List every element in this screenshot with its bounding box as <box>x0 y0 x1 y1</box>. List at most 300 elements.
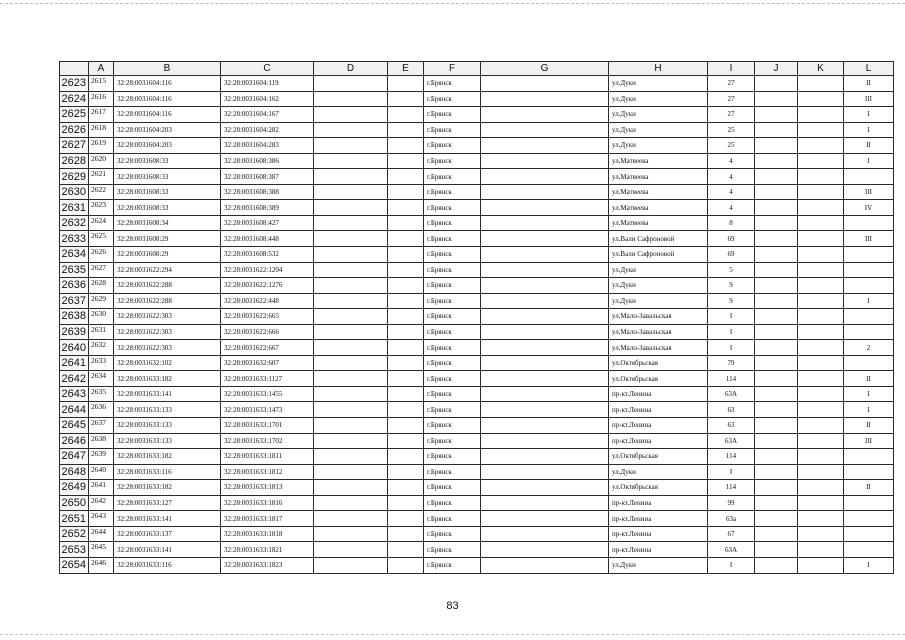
cell-f[interactable]: г.Брянск <box>424 340 481 356</box>
cell-g[interactable] <box>481 76 609 92</box>
cell-g[interactable] <box>481 495 609 511</box>
cell-j[interactable] <box>755 231 798 247</box>
row-number-cell[interactable]: 2638 <box>60 309 89 325</box>
cell-a[interactable]: 2623 <box>89 200 114 216</box>
cell-b[interactable]: 32:28:0031604:116 <box>114 91 221 107</box>
cell-k[interactable] <box>798 138 844 154</box>
cell-c[interactable]: 32:28:0031632:607 <box>221 355 314 371</box>
cell-i[interactable]: 5 <box>708 262 755 278</box>
cell-h[interactable]: ул.Матвеева <box>609 184 708 200</box>
cell-c[interactable]: 32:28:0031622:1276 <box>221 278 314 294</box>
cell-l[interactable]: II <box>844 76 894 92</box>
cell-i[interactable]: 69 <box>708 247 755 263</box>
cell-i[interactable]: 27 <box>708 107 755 123</box>
cell-k[interactable] <box>798 169 844 185</box>
cell-i[interactable]: 4 <box>708 184 755 200</box>
cell-b[interactable]: 32:28:0031633:133 <box>114 402 221 418</box>
row-number-cell[interactable]: 2628 <box>60 153 89 169</box>
cell-f[interactable]: г.Брянск <box>424 480 481 496</box>
cell-a[interactable]: 2615 <box>89 76 114 92</box>
column-header-k[interactable]: K <box>798 62 844 76</box>
cell-h[interactable]: ул.Мало-Завальская <box>609 324 708 340</box>
cell-e[interactable] <box>388 542 424 558</box>
cell-j[interactable] <box>755 542 798 558</box>
cell-f[interactable]: г.Брянск <box>424 293 481 309</box>
cell-f[interactable]: г.Брянск <box>424 200 481 216</box>
cell-a[interactable]: 2638 <box>89 433 114 449</box>
cell-e[interactable] <box>388 247 424 263</box>
cell-c[interactable]: 32:28:0031633:1127 <box>221 371 314 387</box>
cell-e[interactable] <box>388 355 424 371</box>
cell-i[interactable]: 63A <box>708 386 755 402</box>
cell-l[interactable]: I <box>844 386 894 402</box>
cell-h[interactable]: ул.Матвеева <box>609 153 708 169</box>
cell-c[interactable]: 32:28:0031622:665 <box>221 309 314 325</box>
cell-f[interactable]: г.Брянск <box>424 215 481 231</box>
cell-j[interactable] <box>755 122 798 138</box>
cell-j[interactable] <box>755 153 798 169</box>
cell-f[interactable]: г.Брянск <box>424 418 481 434</box>
cell-b[interactable]: 32:28:0031633:116 <box>114 464 221 480</box>
cell-l[interactable] <box>844 247 894 263</box>
cell-g[interactable] <box>481 402 609 418</box>
cell-l[interactable] <box>844 355 894 371</box>
cell-k[interactable] <box>798 511 844 527</box>
cell-e[interactable] <box>388 153 424 169</box>
cell-h[interactable]: ул.Матвеева <box>609 215 708 231</box>
cell-f[interactable]: г.Брянск <box>424 511 481 527</box>
cell-d[interactable] <box>314 433 388 449</box>
cell-e[interactable] <box>388 231 424 247</box>
column-header-g[interactable]: G <box>481 62 609 76</box>
cell-b[interactable]: 32:28:0031622:294 <box>114 262 221 278</box>
row-number-cell[interactable]: 2632 <box>60 215 89 231</box>
cell-i[interactable]: I <box>708 340 755 356</box>
cell-e[interactable] <box>388 418 424 434</box>
cell-h[interactable]: ул.Матвеева <box>609 169 708 185</box>
column-header-j[interactable]: J <box>755 62 798 76</box>
cell-f[interactable]: г.Брянск <box>424 107 481 123</box>
cell-h[interactable]: пр-кт.Ленина <box>609 511 708 527</box>
cell-j[interactable] <box>755 107 798 123</box>
cell-l[interactable] <box>844 511 894 527</box>
cell-f[interactable]: г.Брянск <box>424 76 481 92</box>
cell-a[interactable]: 2618 <box>89 122 114 138</box>
row-number-cell[interactable]: 2641 <box>60 355 89 371</box>
cell-g[interactable] <box>481 200 609 216</box>
cell-g[interactable] <box>481 418 609 434</box>
cell-j[interactable] <box>755 215 798 231</box>
cell-f[interactable]: г.Брянск <box>424 262 481 278</box>
cell-h[interactable]: ул.Вали Сафроновой <box>609 247 708 263</box>
cell-c[interactable]: 32:28:0031633:1455 <box>221 386 314 402</box>
cell-g[interactable] <box>481 386 609 402</box>
cell-d[interactable] <box>314 169 388 185</box>
cell-k[interactable] <box>798 200 844 216</box>
cell-d[interactable] <box>314 76 388 92</box>
cell-d[interactable] <box>314 293 388 309</box>
cell-e[interactable] <box>388 324 424 340</box>
cell-d[interactable] <box>314 278 388 294</box>
cell-b[interactable]: 32:28:0031633:182 <box>114 449 221 465</box>
cell-b[interactable]: 32:28:0031608:33 <box>114 153 221 169</box>
cell-f[interactable]: г.Брянск <box>424 557 481 573</box>
cell-l[interactable]: IV <box>844 200 894 216</box>
cell-a[interactable]: 2644 <box>89 526 114 542</box>
cell-h[interactable]: ул.Дуки <box>609 122 708 138</box>
cell-e[interactable] <box>388 526 424 542</box>
cell-h[interactable]: ул.Матвеева <box>609 200 708 216</box>
cell-l[interactable]: III <box>844 91 894 107</box>
cell-a[interactable]: 2624 <box>89 215 114 231</box>
cell-h[interactable]: пр-кт.Ленина <box>609 542 708 558</box>
cell-g[interactable] <box>481 215 609 231</box>
cell-a[interactable]: 2630 <box>89 309 114 325</box>
column-header-e[interactable]: E <box>388 62 424 76</box>
cell-i[interactable]: 4 <box>708 169 755 185</box>
column-header-f[interactable]: F <box>424 62 481 76</box>
cell-g[interactable] <box>481 557 609 573</box>
cell-a[interactable]: 2646 <box>89 557 114 573</box>
row-number-cell[interactable]: 2648 <box>60 464 89 480</box>
row-number-cell[interactable]: 2647 <box>60 449 89 465</box>
cell-i[interactable]: 63A <box>708 433 755 449</box>
cell-d[interactable] <box>314 215 388 231</box>
cell-h[interactable]: ул.Дуки <box>609 278 708 294</box>
cell-e[interactable] <box>388 557 424 573</box>
cell-e[interactable] <box>388 293 424 309</box>
cell-g[interactable] <box>481 355 609 371</box>
row-number-cell[interactable]: 2651 <box>60 511 89 527</box>
cell-b[interactable]: 32:28:0031633:141 <box>114 386 221 402</box>
cell-g[interactable] <box>481 371 609 387</box>
cell-c[interactable]: 32:28:0031633:1701 <box>221 418 314 434</box>
cell-a[interactable]: 2636 <box>89 402 114 418</box>
cell-j[interactable] <box>755 557 798 573</box>
cell-d[interactable] <box>314 138 388 154</box>
cell-f[interactable]: г.Брянск <box>424 402 481 418</box>
cell-g[interactable] <box>481 293 609 309</box>
cell-g[interactable] <box>481 122 609 138</box>
cell-j[interactable] <box>755 526 798 542</box>
cell-e[interactable] <box>388 340 424 356</box>
cell-f[interactable]: г.Брянск <box>424 247 481 263</box>
cell-j[interactable] <box>755 371 798 387</box>
cell-e[interactable] <box>388 91 424 107</box>
cell-d[interactable] <box>314 464 388 480</box>
cell-h[interactable]: пр-кт.Ленина <box>609 433 708 449</box>
cell-a[interactable]: 2626 <box>89 247 114 263</box>
cell-g[interactable] <box>481 542 609 558</box>
cell-j[interactable] <box>755 433 798 449</box>
row-number-cell[interactable]: 2649 <box>60 480 89 496</box>
cell-i[interactable]: 27 <box>708 91 755 107</box>
cell-g[interactable] <box>481 153 609 169</box>
cell-i[interactable]: 63a <box>708 511 755 527</box>
cell-j[interactable] <box>755 91 798 107</box>
cell-c[interactable]: 32:28:0031608:532 <box>221 247 314 263</box>
cell-a[interactable]: 2633 <box>89 355 114 371</box>
cell-d[interactable] <box>314 355 388 371</box>
cell-b[interactable]: 32:28:0031633:141 <box>114 542 221 558</box>
cell-g[interactable] <box>481 480 609 496</box>
cell-i[interactable]: 99 <box>708 495 755 511</box>
cell-e[interactable] <box>388 76 424 92</box>
cell-i[interactable]: 27 <box>708 76 755 92</box>
row-number-cell[interactable]: 2633 <box>60 231 89 247</box>
cell-l[interactable]: 2 <box>844 340 894 356</box>
cell-h[interactable]: пр-кт.Ленина <box>609 402 708 418</box>
cell-d[interactable] <box>314 340 388 356</box>
cell-i[interactable]: 63 <box>708 402 755 418</box>
cell-a[interactable]: 2619 <box>89 138 114 154</box>
cell-c[interactable]: 32:28:0031622:448 <box>221 293 314 309</box>
cell-d[interactable] <box>314 542 388 558</box>
cell-d[interactable] <box>314 371 388 387</box>
cell-j[interactable] <box>755 262 798 278</box>
cell-j[interactable] <box>755 169 798 185</box>
cell-d[interactable] <box>314 262 388 278</box>
row-number-cell[interactable]: 2635 <box>60 262 89 278</box>
cell-e[interactable] <box>388 449 424 465</box>
row-number-cell[interactable]: 2634 <box>60 247 89 263</box>
cell-g[interactable] <box>481 433 609 449</box>
cell-a[interactable]: 2639 <box>89 449 114 465</box>
row-number-cell[interactable]: 2629 <box>60 169 89 185</box>
cell-f[interactable]: г.Брянск <box>424 278 481 294</box>
row-number-cell[interactable]: 2626 <box>60 122 89 138</box>
cell-f[interactable]: г.Брянск <box>424 184 481 200</box>
row-number-cell[interactable]: 2636 <box>60 278 89 294</box>
cell-b[interactable]: 32:28:0031633:133 <box>114 418 221 434</box>
cell-j[interactable] <box>755 138 798 154</box>
cell-a[interactable]: 2640 <box>89 464 114 480</box>
cell-h[interactable]: ул.Мало-Завальская <box>609 340 708 356</box>
cell-l[interactable]: II <box>844 371 894 387</box>
cell-d[interactable] <box>314 122 388 138</box>
cell-k[interactable] <box>798 76 844 92</box>
cell-j[interactable] <box>755 76 798 92</box>
cell-c[interactable]: 32:28:0031604:119 <box>221 76 314 92</box>
cell-e[interactable] <box>388 122 424 138</box>
cell-b[interactable]: 32:28:0031622:303 <box>114 309 221 325</box>
cell-h[interactable]: ул.Дуки <box>609 293 708 309</box>
cell-d[interactable] <box>314 495 388 511</box>
cell-h[interactable]: ул.Дуки <box>609 138 708 154</box>
cell-j[interactable] <box>755 355 798 371</box>
cell-a[interactable]: 2625 <box>89 231 114 247</box>
row-number-cell[interactable]: 2644 <box>60 402 89 418</box>
cell-e[interactable] <box>388 107 424 123</box>
cell-l[interactable] <box>844 526 894 542</box>
cell-i[interactable]: 63 <box>708 418 755 434</box>
cell-c[interactable]: 32:28:0031633:1812 <box>221 464 314 480</box>
cell-c[interactable]: 32:28:0031633:1702 <box>221 433 314 449</box>
cell-h[interactable]: ул.Дуки <box>609 464 708 480</box>
cell-k[interactable] <box>798 278 844 294</box>
cell-c[interactable]: 32:28:0031633:1813 <box>221 480 314 496</box>
cell-c[interactable]: 32:28:0031604:167 <box>221 107 314 123</box>
cell-a[interactable]: 2645 <box>89 542 114 558</box>
cell-d[interactable] <box>314 200 388 216</box>
cell-i[interactable]: 114 <box>708 449 755 465</box>
cell-j[interactable] <box>755 247 798 263</box>
cell-a[interactable]: 2621 <box>89 169 114 185</box>
cell-f[interactable]: г.Брянск <box>424 433 481 449</box>
cell-d[interactable] <box>314 231 388 247</box>
cell-i[interactable]: I <box>708 309 755 325</box>
cell-k[interactable] <box>798 386 844 402</box>
cell-i[interactable]: 114 <box>708 371 755 387</box>
cell-g[interactable] <box>481 340 609 356</box>
cell-f[interactable]: г.Брянск <box>424 371 481 387</box>
cell-k[interactable] <box>798 402 844 418</box>
cell-k[interactable] <box>798 433 844 449</box>
cell-k[interactable] <box>798 262 844 278</box>
cell-k[interactable] <box>798 184 844 200</box>
cell-c[interactable]: 32:28:0031608:388 <box>221 184 314 200</box>
cell-h[interactable]: пр-кт.Ленина <box>609 526 708 542</box>
cell-f[interactable]: г.Брянск <box>424 495 481 511</box>
cell-g[interactable] <box>481 138 609 154</box>
cell-e[interactable] <box>388 278 424 294</box>
cell-l[interactable] <box>844 262 894 278</box>
cell-l[interactable]: I <box>844 402 894 418</box>
cell-b[interactable]: 32:28:0031608:34 <box>114 215 221 231</box>
cell-e[interactable] <box>388 402 424 418</box>
cell-j[interactable] <box>755 495 798 511</box>
cell-l[interactable] <box>844 449 894 465</box>
cell-j[interactable] <box>755 386 798 402</box>
cell-a[interactable]: 2641 <box>89 480 114 496</box>
cell-l[interactable]: III <box>844 231 894 247</box>
cell-k[interactable] <box>798 418 844 434</box>
cell-f[interactable]: г.Брянск <box>424 386 481 402</box>
cell-f[interactable]: г.Брянск <box>424 138 481 154</box>
cell-k[interactable] <box>798 247 844 263</box>
cell-a[interactable]: 2622 <box>89 184 114 200</box>
cell-b[interactable]: 32:28:0031608:33 <box>114 184 221 200</box>
cell-l[interactable] <box>844 324 894 340</box>
cell-j[interactable] <box>755 511 798 527</box>
cell-e[interactable] <box>388 200 424 216</box>
cell-d[interactable] <box>314 402 388 418</box>
cell-b[interactable]: 32:28:0031608:29 <box>114 247 221 263</box>
cell-e[interactable] <box>388 138 424 154</box>
cell-f[interactable]: г.Брянск <box>424 309 481 325</box>
cell-h[interactable]: ул.Мало-Завальская <box>609 309 708 325</box>
cell-g[interactable] <box>481 511 609 527</box>
cell-f[interactable]: г.Брянск <box>424 91 481 107</box>
row-number-cell[interactable]: 2645 <box>60 418 89 434</box>
cell-d[interactable] <box>314 526 388 542</box>
cell-b[interactable]: 32:28:0031622:303 <box>114 340 221 356</box>
cell-a[interactable]: 2628 <box>89 278 114 294</box>
cell-f[interactable]: г.Брянск <box>424 231 481 247</box>
cell-h[interactable]: ул.Дуки <box>609 262 708 278</box>
row-number-cell[interactable]: 2631 <box>60 200 89 216</box>
cell-f[interactable]: г.Брянск <box>424 355 481 371</box>
row-number-cell[interactable]: 2639 <box>60 324 89 340</box>
cell-c[interactable]: 32:28:0031608:427 <box>221 215 314 231</box>
row-number-cell[interactable]: 2627 <box>60 138 89 154</box>
cell-l[interactable] <box>844 464 894 480</box>
row-number-cell[interactable]: 2642 <box>60 371 89 387</box>
cell-e[interactable] <box>388 169 424 185</box>
cell-l[interactable]: I <box>844 107 894 123</box>
cell-a[interactable]: 2629 <box>89 293 114 309</box>
cell-b[interactable]: 32:28:0031633:182 <box>114 480 221 496</box>
cell-j[interactable] <box>755 402 798 418</box>
cell-a[interactable]: 2632 <box>89 340 114 356</box>
cell-j[interactable] <box>755 324 798 340</box>
cell-b[interactable]: 32:28:0031604:116 <box>114 107 221 123</box>
cell-h[interactable]: ул.Октябрьская <box>609 449 708 465</box>
cell-i[interactable]: I <box>708 324 755 340</box>
cell-h[interactable]: пр-кт.Ленина <box>609 418 708 434</box>
cell-i[interactable]: 69 <box>708 231 755 247</box>
cell-l[interactable]: II <box>844 480 894 496</box>
cell-h[interactable]: ул.Дуки <box>609 76 708 92</box>
cell-c[interactable]: 32:28:0031608:389 <box>221 200 314 216</box>
cell-e[interactable] <box>388 184 424 200</box>
cell-a[interactable]: 2642 <box>89 495 114 511</box>
cell-h[interactable]: ул.Дуки <box>609 91 708 107</box>
cell-b[interactable]: 32:28:0031633:141 <box>114 511 221 527</box>
cell-d[interactable] <box>314 91 388 107</box>
cell-g[interactable] <box>481 464 609 480</box>
cell-i[interactable]: 4 <box>708 153 755 169</box>
cell-a[interactable]: 2637 <box>89 418 114 434</box>
cell-k[interactable] <box>798 153 844 169</box>
cell-c[interactable]: 32:28:0031633:1811 <box>221 449 314 465</box>
cell-f[interactable]: г.Брянск <box>424 122 481 138</box>
cell-k[interactable] <box>798 340 844 356</box>
cell-g[interactable] <box>481 526 609 542</box>
cell-b[interactable]: 32:28:0031622:288 <box>114 278 221 294</box>
cell-c[interactable]: 32:28:0031608:386 <box>221 153 314 169</box>
cell-c[interactable]: 32:28:0031604:162 <box>221 91 314 107</box>
cell-a[interactable]: 2627 <box>89 262 114 278</box>
row-number-cell[interactable]: 2625 <box>60 107 89 123</box>
cell-a[interactable]: 2643 <box>89 511 114 527</box>
cell-b[interactable]: 32:28:0031622:288 <box>114 293 221 309</box>
cell-h[interactable]: пр-кт.Ленина <box>609 495 708 511</box>
cell-d[interactable] <box>314 511 388 527</box>
cell-c[interactable]: 32:28:0031633:1473 <box>221 402 314 418</box>
cell-j[interactable] <box>755 278 798 294</box>
cell-g[interactable] <box>481 91 609 107</box>
cell-k[interactable] <box>798 526 844 542</box>
cell-h[interactable]: ул.Дуки <box>609 557 708 573</box>
cell-i[interactable]: 67 <box>708 526 755 542</box>
cell-f[interactable]: г.Брянск <box>424 526 481 542</box>
cell-h[interactable]: ул.Вали Сафроновой <box>609 231 708 247</box>
row-number-cell[interactable]: 2653 <box>60 542 89 558</box>
cell-b[interactable]: 32:28:0031633:137 <box>114 526 221 542</box>
cell-f[interactable]: г.Брянск <box>424 169 481 185</box>
cell-d[interactable] <box>314 386 388 402</box>
row-number-cell[interactable]: 2624 <box>60 91 89 107</box>
cell-a[interactable]: 2616 <box>89 91 114 107</box>
cell-a[interactable]: 2635 <box>89 386 114 402</box>
cell-j[interactable] <box>755 200 798 216</box>
cell-c[interactable]: 32:28:0031633:1823 <box>221 557 314 573</box>
cell-g[interactable] <box>481 262 609 278</box>
cell-c[interactable]: 32:28:0031622:666 <box>221 324 314 340</box>
cell-g[interactable] <box>481 309 609 325</box>
column-header-l[interactable]: L <box>844 62 894 76</box>
